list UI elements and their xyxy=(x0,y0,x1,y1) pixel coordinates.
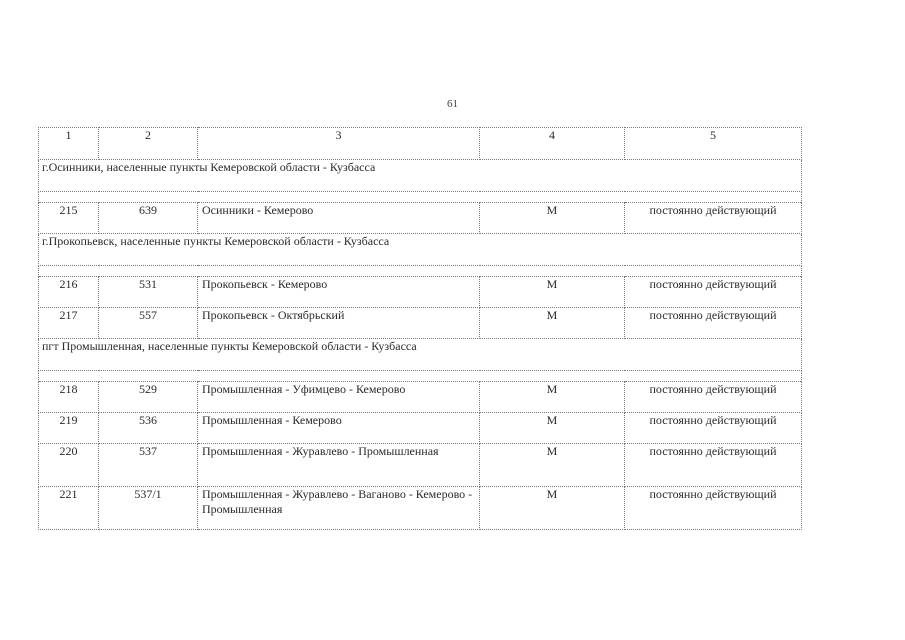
route-status: постоянно действующий xyxy=(625,382,802,413)
route-name: Прокопьевск - Октябрьский xyxy=(198,308,480,339)
table-row xyxy=(39,308,802,339)
route-type: М xyxy=(480,487,625,530)
route-name: Промышленная - Кемерово xyxy=(198,413,480,444)
section-row xyxy=(39,339,802,371)
row-number: 219 xyxy=(39,413,99,444)
header-cell-4: 4 xyxy=(480,128,625,160)
table-row xyxy=(39,444,802,487)
route-type: М xyxy=(480,444,625,487)
route-name: Осинники - Кемерово xyxy=(198,203,480,234)
row-number: 220 xyxy=(39,444,99,487)
route-type: М xyxy=(480,203,625,234)
route-status: постоянно действующий xyxy=(625,277,802,308)
header-cell-1: 1 xyxy=(39,128,99,160)
header-cell-3: 3 xyxy=(198,128,480,160)
page-number: 61 xyxy=(447,98,458,110)
route-name: Промышленная - Журавлево - Ваганово - Кемерово - Промышленная xyxy=(198,487,480,530)
route-number: 557 xyxy=(99,308,198,339)
table-row xyxy=(39,277,802,308)
route-number: 529 xyxy=(99,382,198,413)
route-name: Промышленная - Уфимцево - Кемерово xyxy=(198,382,480,413)
row-number: 218 xyxy=(39,382,99,413)
spacer-row xyxy=(39,266,802,277)
route-status: постоянно действующий xyxy=(625,487,802,530)
spacer-row xyxy=(39,192,802,203)
route-number: 536 xyxy=(99,413,198,444)
table-row xyxy=(39,487,802,530)
route-status: постоянно действующий xyxy=(625,413,802,444)
route-type: М xyxy=(480,413,625,444)
table-row xyxy=(39,413,802,444)
route-status: постоянно действующий xyxy=(625,203,802,234)
section-row xyxy=(39,160,802,192)
route-number: 639 xyxy=(99,203,198,234)
section-title: г.Осинники, населенные пункты Кемеровской области - Кузбасса xyxy=(39,160,802,192)
routes-table xyxy=(38,127,802,530)
route-type: М xyxy=(480,308,625,339)
row-number: 215 xyxy=(39,203,99,234)
header-cell-5: 5 xyxy=(625,128,802,160)
header-row xyxy=(39,128,802,160)
section-row xyxy=(39,234,802,266)
section-title: пгт Промышленная, населенные пункты Кемеровской области - Кузбасса xyxy=(39,339,802,371)
route-name: Промышленная - Журавлево - Промышленная xyxy=(198,444,480,487)
route-number: 531 xyxy=(99,277,198,308)
route-status: постоянно действующий xyxy=(625,308,802,339)
row-number: 216 xyxy=(39,277,99,308)
route-number: 537/1 xyxy=(99,487,198,530)
route-type: М xyxy=(480,277,625,308)
route-type: М xyxy=(480,382,625,413)
section-title: г.Прокопьевск, населенные пункты Кемеровской области - Кузбасса xyxy=(39,234,802,266)
spacer-row xyxy=(39,371,802,382)
row-number: 221 xyxy=(39,487,99,530)
route-name: Прокопьевск - Кемерово xyxy=(198,277,480,308)
route-number: 537 xyxy=(99,444,198,487)
header-cell-2: 2 xyxy=(99,128,198,160)
route-status: постоянно действующий xyxy=(625,444,802,487)
row-number: 217 xyxy=(39,308,99,339)
table-row xyxy=(39,382,802,413)
table-row xyxy=(39,203,802,234)
